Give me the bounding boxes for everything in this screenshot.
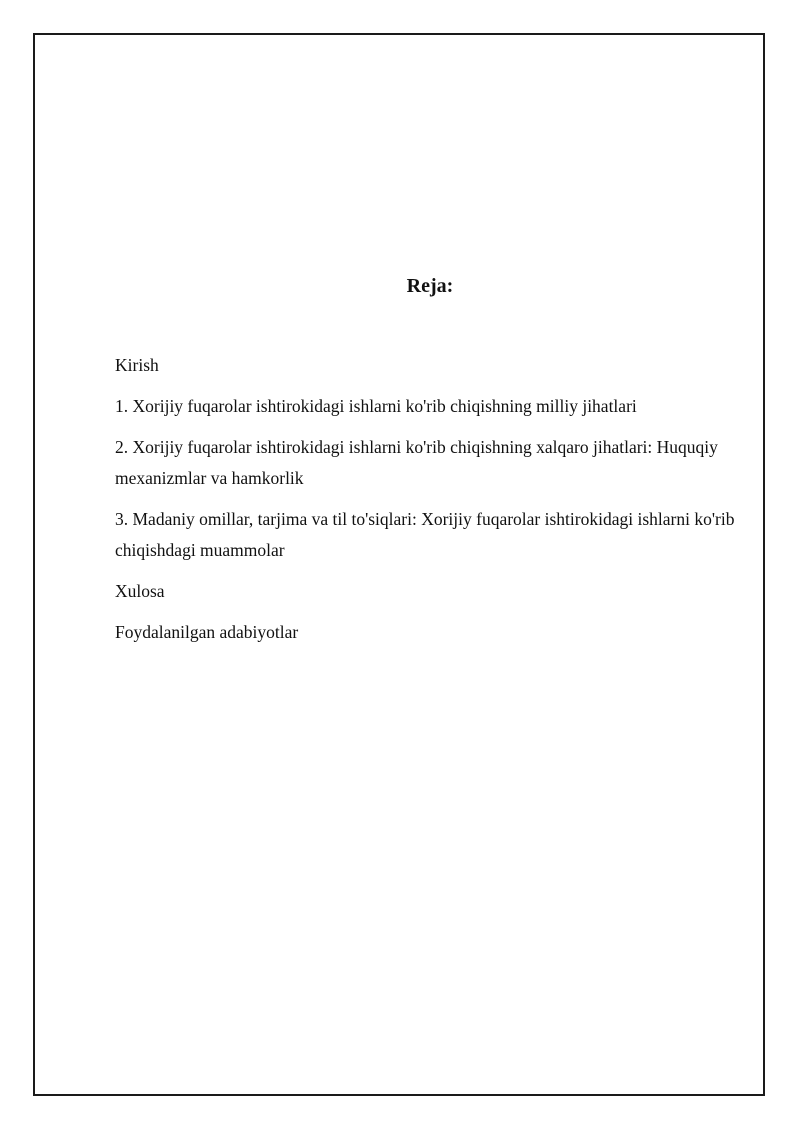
plan-item-conclusion: Xulosa <box>115 581 165 601</box>
plan-item-references: Foydalanilgan adabiyotlar <box>115 622 299 642</box>
plan-item-3: 3. Madaniy omillar, tarjima va til to'siqlari: Xorijiy fuqarolar ishtirokidagi ishlarni ko'rib chiqishdagi muammolar <box>115 509 735 560</box>
plan-item-1: 1. Xorijiy fuqarolar ishtirokidagi ishlarni ko'rib chiqishning milliy jihatlari <box>115 396 637 416</box>
page-title: Reja: <box>406 275 454 297</box>
plan-item-2: 2. Xorijiy fuqarolar ishtirokidagi ishlarni ko'rib chiqishning xalqaro jihatlari: Huquqiy mexanizmlar va hamkorlik <box>115 437 718 488</box>
plan-list <box>115 350 745 658</box>
plan-item-introduction: Kirish <box>115 355 159 375</box>
